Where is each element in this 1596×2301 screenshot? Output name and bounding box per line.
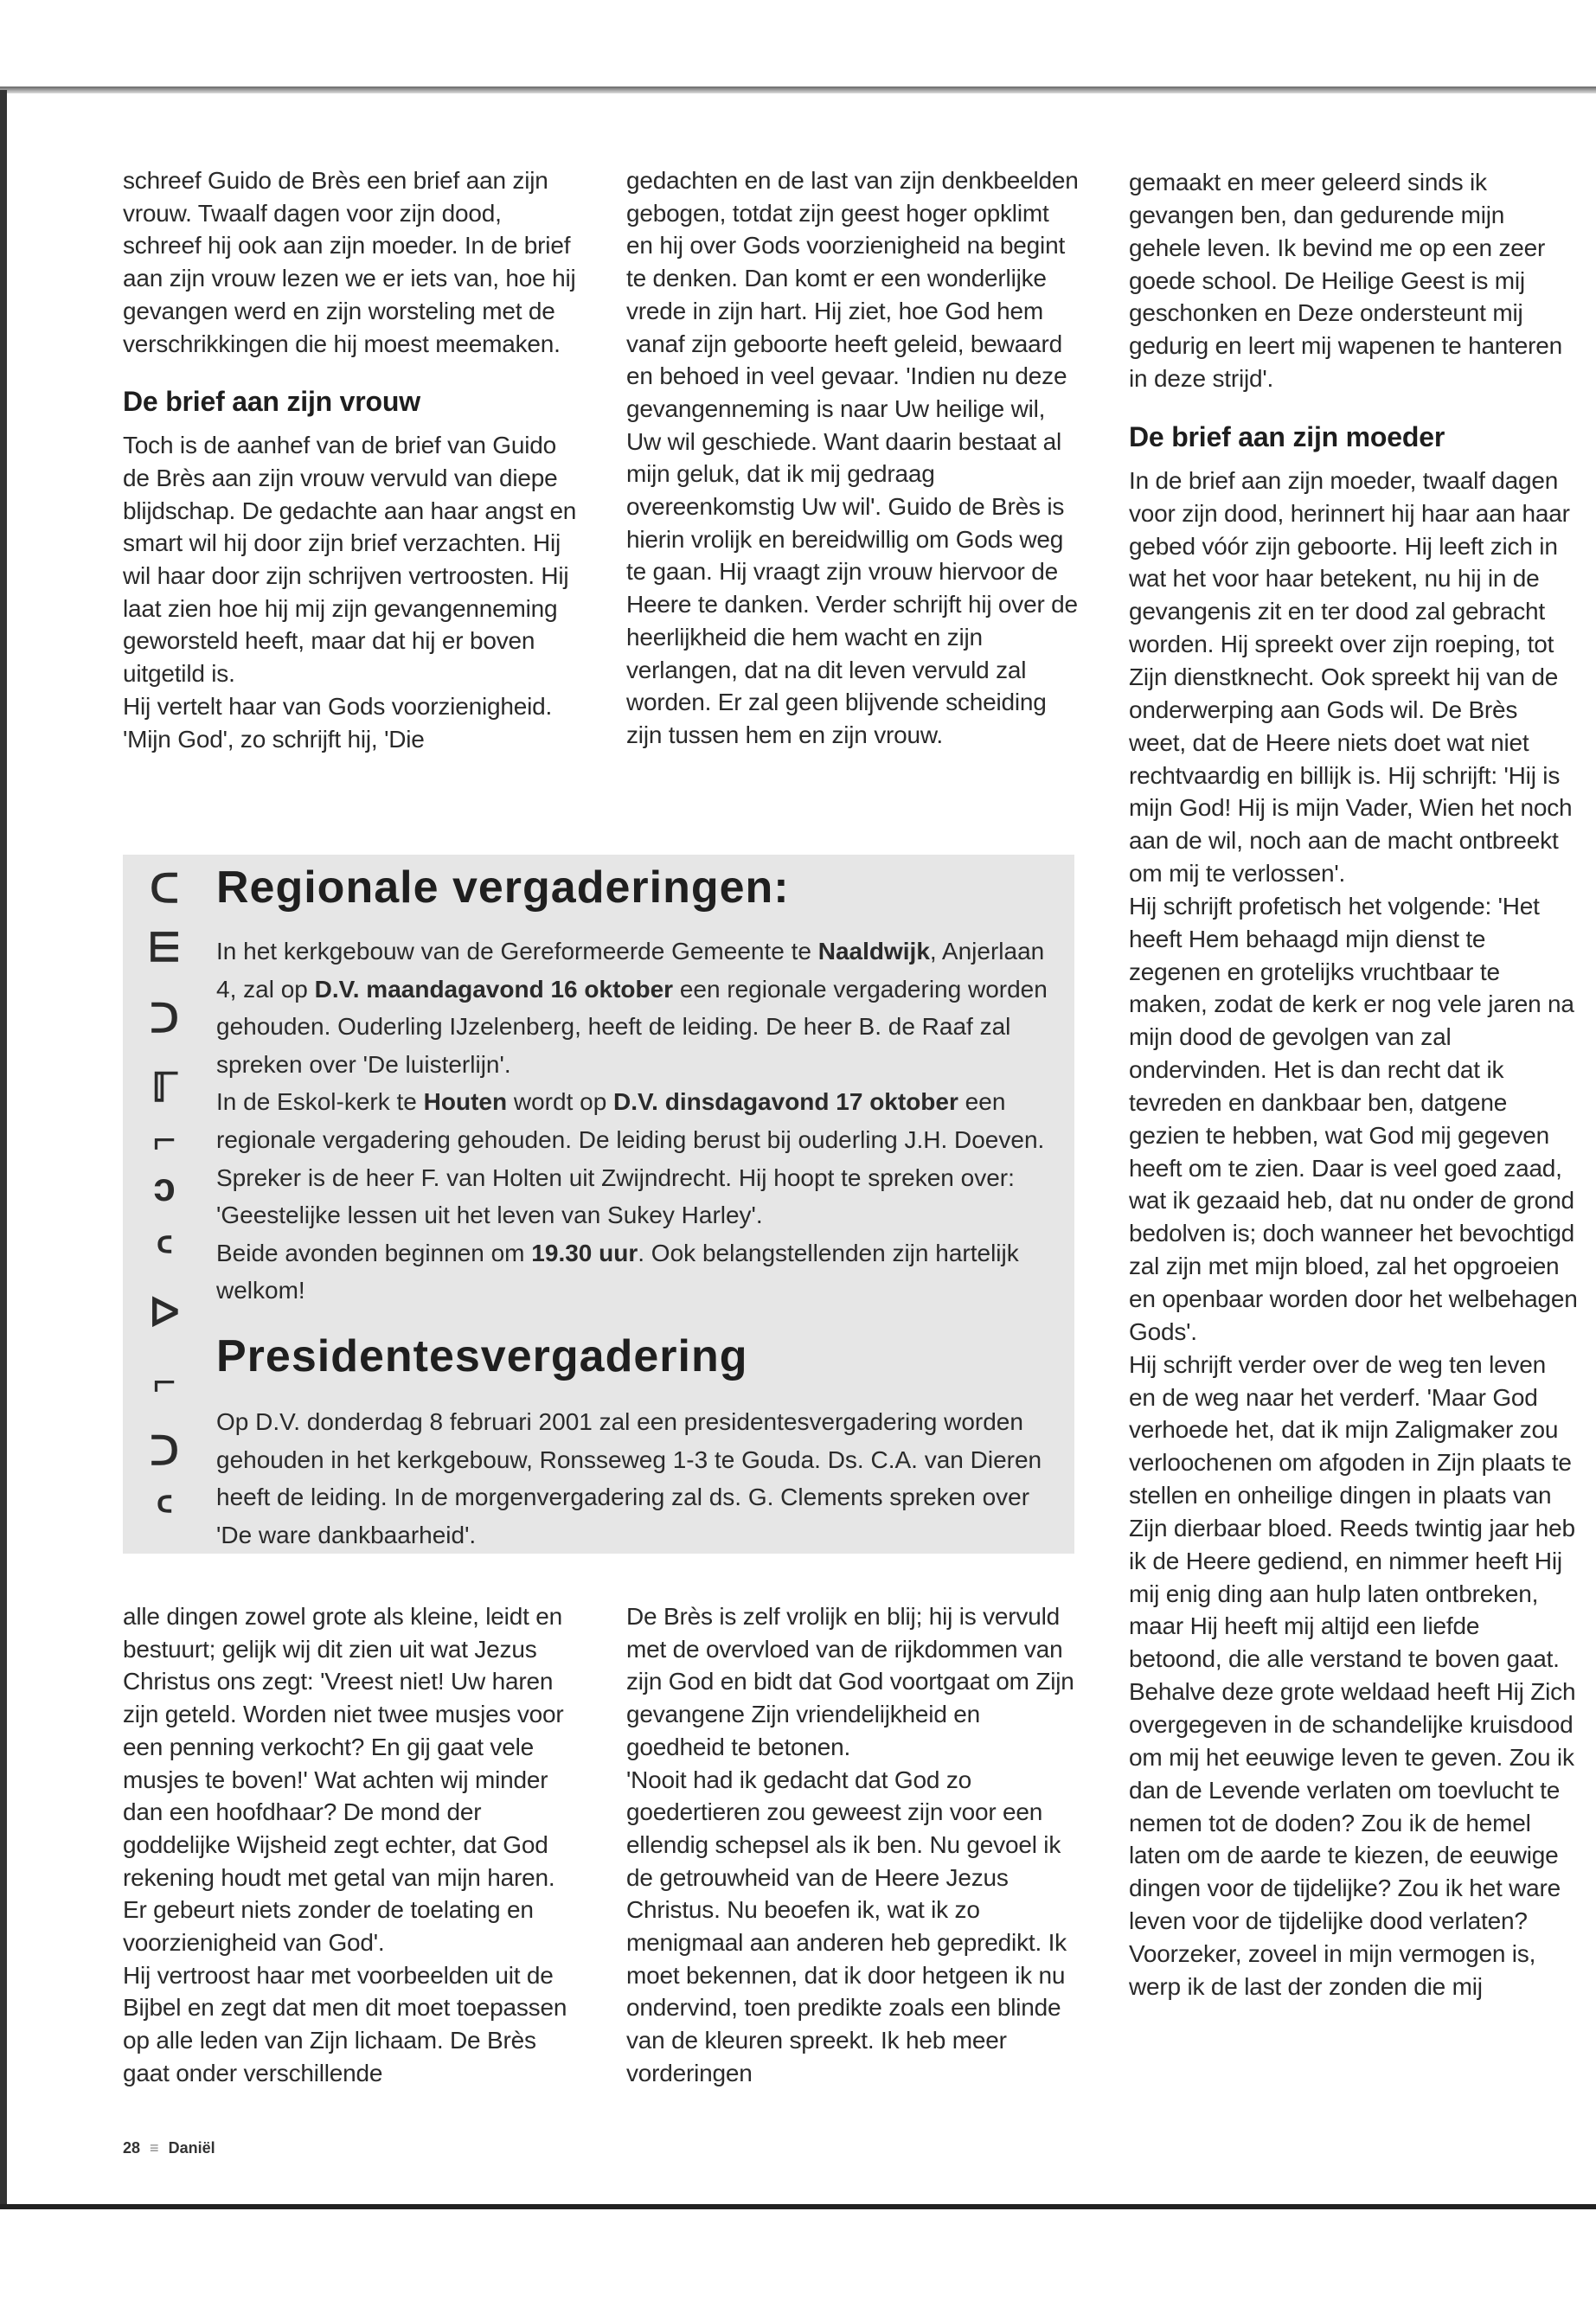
announcement-time: Beide avonden beginnen om 19.30 uur. Ook belangstellenden zijn hartelijk welkom! xyxy=(216,1239,1019,1304)
section-heading-vrouw: De brief aan zijn vrouw xyxy=(123,386,420,418)
left-edge-bar xyxy=(0,90,7,2209)
footer-separator: ≡ xyxy=(150,2139,159,2157)
page-number: 28 xyxy=(123,2139,141,2157)
decorative-glyph-icon: ᑐ xyxy=(150,1428,179,1473)
paragraph: alle dingen zowel grote als kleine, leidt en bestuurt; gelijk wij dit zien uit wat Jezus Christus ons zegt: 'Vreest niet! Uw haren zijn geteld. Worden niet twee musjes voor een penning verkocht? En gij gaat vele musjes te boven!' Wat achten wij minder dan een hoofdhaar? De mond der goddelijke Wijsheid zegt echter, dat God rekening houdt met getal van mijn haren. Er gebeurt niets zonder de toelating en voorzienigheid van God'. xyxy=(123,1603,564,1957)
paragraph: Hij schrijft verder over de weg ten leven en de weg naar het verderf. 'Maar God verhoede het, dat ik mijn Zaligmaker zou verloochenen om afgoden in Zijn plaats te stellen en onheilige dingen in plaats van Zijn dierbaar bloed. Reeds twintig jaar heb ik de Heere gediend, en nimmer heeft Hij mij enig ding aan hulp laten ontbreken, maar Hij heeft mij altijd een liefde betoond, die alle verstand te boven gaat. Behalve deze grote weldaad heeft Hij Zich overgegeven in de schandelijke kruisdood om mij het eeuwige leven te geven. Zou ik dan de Levende verlaten om toevlucht te nemen tot de doden? Zou ik de hemel laten om de aarde te kiezen, de eeuwige dingen voor de tijdelijke? Zou ik het ware leven voor de tijdelijke dood verlaten? xyxy=(1129,1350,1576,1935)
decorative-glyph-icon: ᑐ xyxy=(150,996,179,1041)
magazine-name: Daniël xyxy=(168,2139,215,2157)
column-left-top xyxy=(123,164,577,755)
column-middle-top xyxy=(626,164,1080,752)
paragraph: De Brès is zelf vrolijk en blij; hij is vervuld met de overvloed van de rijkdommen van zijn God en bidt dat God voortgaat om Zijn gevangene Zijn vriendelijkheid en goedheid te betonen. xyxy=(626,1603,1074,1760)
page-footer xyxy=(123,2139,215,2157)
paragraph: 'Nooit had ik gedacht dat God zo goedertieren zou geweest zijn voor een ellendig schepsel als ik ben. Nu gevoel ik de getrouwheid van de Heere Jezus Christus. Nu beoefen ik, wat ik zo menigmaal aan anderen heb gepredikt. Ik moet bekennen, dat ik door hetgeen ik nu ondervind, toen predikte zoals een blinde van de kleuren spreekt. Ik heb meer vorderingen xyxy=(626,1766,1067,2086)
paragraph: gemaakt en meer geleerd sinds ik gevangen ben, dan gedurende mijn gehele leven. Ik bevind me op een zeer goede school. De Heilige Geest is mij geschonken en Deze ondersteunt mij gedurig en leert mij wapenen te hanteren in deze strijd'. xyxy=(1129,169,1563,393)
section-heading-moeder: De brief aan zijn moeder xyxy=(1129,420,1445,452)
regional-meetings-heading: Regionale vergaderingen: xyxy=(216,862,790,913)
decorative-glyph-icon: ⋿ xyxy=(146,925,183,970)
column-left-bottom xyxy=(123,1600,577,2090)
decorative-glyph-icon: ⌐ xyxy=(152,1117,176,1162)
paragraph: In de brief aan zijn moeder, twaalf dagen voor zijn dood, herinnert hij haar aan haar gebed vóór zijn geboorte. Hij leeft zich in wat het voor haar betekent, nu hij in de gevangenis zit en ter dood zal gebracht worden. Hij spreekt over zijn roeping, tot Zijn dienstknecht. Ook spreekt hij van de onderwerping aan Gods wil. De Brès weet, dat de Heere niets doet wat niet rechtvaardig en billijk is. Hij schrijft: 'Hij is mijn God! Hij is mijn Vader, Wien het noch aan de wil, noch aan de macht ontbreekt om mij te verlossen'. xyxy=(1129,466,1573,888)
column-middle-bottom xyxy=(626,1600,1080,2090)
decorative-glyph-icon: ᑦ xyxy=(156,1489,173,1534)
paragraph: Toch is de aanhef van de brief van Guido de Brès aan zijn vrouw vervuld van diepe blijdschap. De gedachte aan haar angst en smart wil hij door zijn brief verzachten. Hij wil haar door zijn schrijven vertroosten. Hij laat zien hoe hij mij zijn gevangenneming geworsteld heeft, maar dat hij er boven uitgetild is. xyxy=(123,432,577,688)
paragraph: Hij schrijft profetisch het volgende: 'Het heeft Hem behaagd mijn dienst te zegenen en grotelijks vruchtbaar te maken, zodat de kerk er nog vele jaren na mijn dood de gevolgen van zal ondervinden. Het is dan recht dat ik tevreden en dankbaar ben, datgene gezien te hebben, wat God mij gegeven heeft om te zien. Daar is veel goed zaad, wat ik gezaaid heb, dat nu onder de grond bedolven is; doch wanneer het bevochtigd zal zijn met mijn bloed, zal het opgroeien en openbaar worden door het welbehagen Gods'. xyxy=(1129,892,1578,1345)
paragraph: Hij vertroost haar met voorbeelden uit de Bijbel en zegt dat men dit moet toepassen op alle leden van Zijn lichaam. De Brès gaat onder verschillende xyxy=(123,1961,567,2086)
decorative-glyph-icon: ᑕ xyxy=(150,866,179,911)
presidents-meeting-heading: Presidentesvergadering xyxy=(216,1331,748,1381)
paragraph: schreef Guido de Brès een brief aan zijn vrouw. Twaalf dagen voor zijn dood, schreef hij ook aan zijn moeder. In de brief aan zijn vrouw lezen we er iets van, hoe hij gevangen werd en zijn worsteling met de verschrikkingen die hij moest meemaken. xyxy=(123,167,576,357)
presidents-meeting-text: Op D.V. donderdag 8 februari 2001 zal een presidentesvergadering worden gehouden in het kerkgebouw, Ronsseweg 1-3 te Gouda. Ds. C.A. van Dieren heeft de leiding. In de morgenvergadering zal ds. G. Clements spreken over 'De ware dankbaarheid'. xyxy=(216,1408,1042,1548)
top-rule xyxy=(0,87,1596,93)
decorative-glyph-icon: ↄ xyxy=(153,1164,176,1209)
decorative-glyph-icon: ᐅ xyxy=(149,1290,180,1335)
announcement-naaldwijk: In het kerkgebouw van de Gereformeerde Gemeente te Naaldwijk, Anjerlaan 4, zal op D.V. maandagavond 16 oktober een regionale vergadering worden gehouden. Ouderling IJzelenberg, heeft de leiding. De heer B. de Raaf zal spreken over 'De luisterlijn'. xyxy=(216,938,1048,1078)
decorative-glyph-icon: ℾ xyxy=(151,1065,178,1110)
paragraph: gedachten en de last van zijn denkbeelden gebogen, totdat zijn geest hoger opklimt en hij over Gods voorzienigheid na begint te denken. Dan komt er een wonderlijke vrede in zijn hart. Hij ziet, hoe God hem vanaf zijn geboorte heeft geleid, bewaard en behoed in veel gevaar. 'Indien nu deze gevangenneming is naar Uw heilige wil, Uw wil geschiede. Want daarin bestaat al mijn geluk, dat ik mij gedraag overeenkomstig Uw wil'. Guido de Brès is hierin vrolijk en bereidwillig om Gods weg te gaan. Hij vraagt zijn vrouw hiervoor de Heere te danken. Verder schrijft hij over de heerlijkheid die hem wacht en zijn verlangen, dat na dit leven vervuld zal worden. Er zal geen blijvende scheiding zijn tussen hem en zijn vrouw. xyxy=(626,167,1079,748)
regional-meetings-text xyxy=(216,933,1064,1310)
decorative-glyph-icon: ᑦ xyxy=(156,1229,173,1274)
announcement-houten: In de Eskol-kerk te Houten wordt op D.V. dinsdagavond 17 oktober een regionale vergadering gehouden. De leiding berust bij ouderling J.H. Doeven. Spreker is de heer F. van Holten uit Zwijndrecht. Hij hoopt te spreken over: 'Geestelijke lessen uit het leven van Sukey Harley'. xyxy=(216,1088,1045,1229)
paragraph: Hij vertelt haar van Gods voorzienigheid. 'Mijn God', zo schrijft hij, 'Die xyxy=(123,692,553,753)
bottom-rule xyxy=(0,2204,1596,2209)
paragraph: Voorzeker, zoveel in mijn vermogen is, werp ik de last der zonden die mij xyxy=(1129,1939,1536,2000)
decorative-glyph-icon: ⌐ xyxy=(152,1359,176,1404)
column-right xyxy=(1129,166,1579,2003)
